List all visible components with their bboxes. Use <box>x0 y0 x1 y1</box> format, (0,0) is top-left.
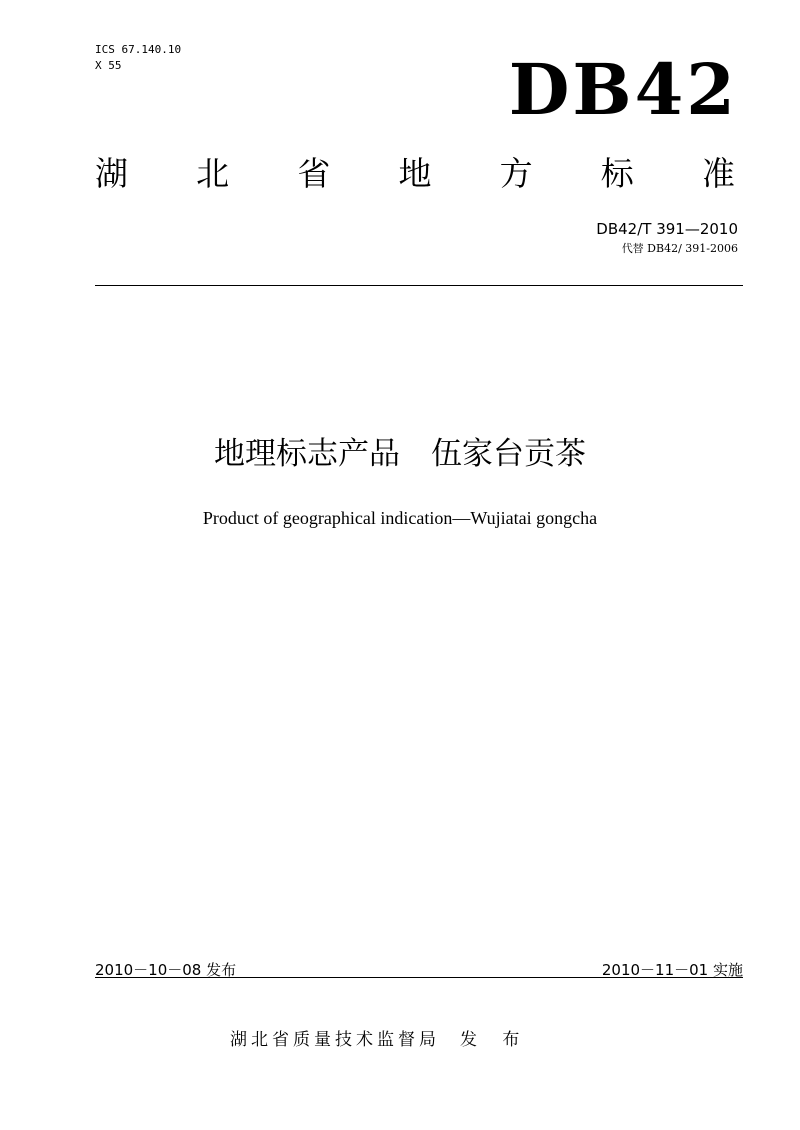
standard-code: DB42/T 391—2010 <box>596 220 738 238</box>
standard-type-heading <box>95 152 735 196</box>
effective-date: 2010－11－01 实施 <box>601 961 743 979</box>
document-title-chinese: 地理标志产品 伍家台贡茶 <box>214 436 586 472</box>
classification-code: X 55 <box>95 59 122 72</box>
replaces-note: 代替 DB42/ 391-2006 <box>621 242 738 255</box>
standard-type-char: 方 <box>499 154 533 193</box>
issuer-name: 湖北省质量技术监督局 <box>230 1030 440 1050</box>
db42-logo: DB42 <box>508 48 738 131</box>
standard-type-char: 北 <box>196 154 230 193</box>
issue-date: 2010－10－08 发布 <box>95 961 237 979</box>
document-title-english: Product of geographical indication—Wujiatai gongcha <box>202 508 598 528</box>
standard-type-char: 标 <box>600 154 634 193</box>
standard-type-char: 地 <box>398 154 432 193</box>
issuer-action: 发 布 <box>460 1030 530 1050</box>
issuer-line <box>230 1028 529 1052</box>
standard-type-char: 准 <box>701 154 735 193</box>
footer-divider <box>95 977 743 978</box>
standard-type-char: 湖 <box>95 154 128 193</box>
ics-code: ICS 67.140.10 <box>95 43 182 56</box>
standard-code-block <box>596 219 738 257</box>
standard-type-char: 省 <box>297 154 331 193</box>
ics-block <box>95 42 181 74</box>
header-divider <box>95 285 743 286</box>
